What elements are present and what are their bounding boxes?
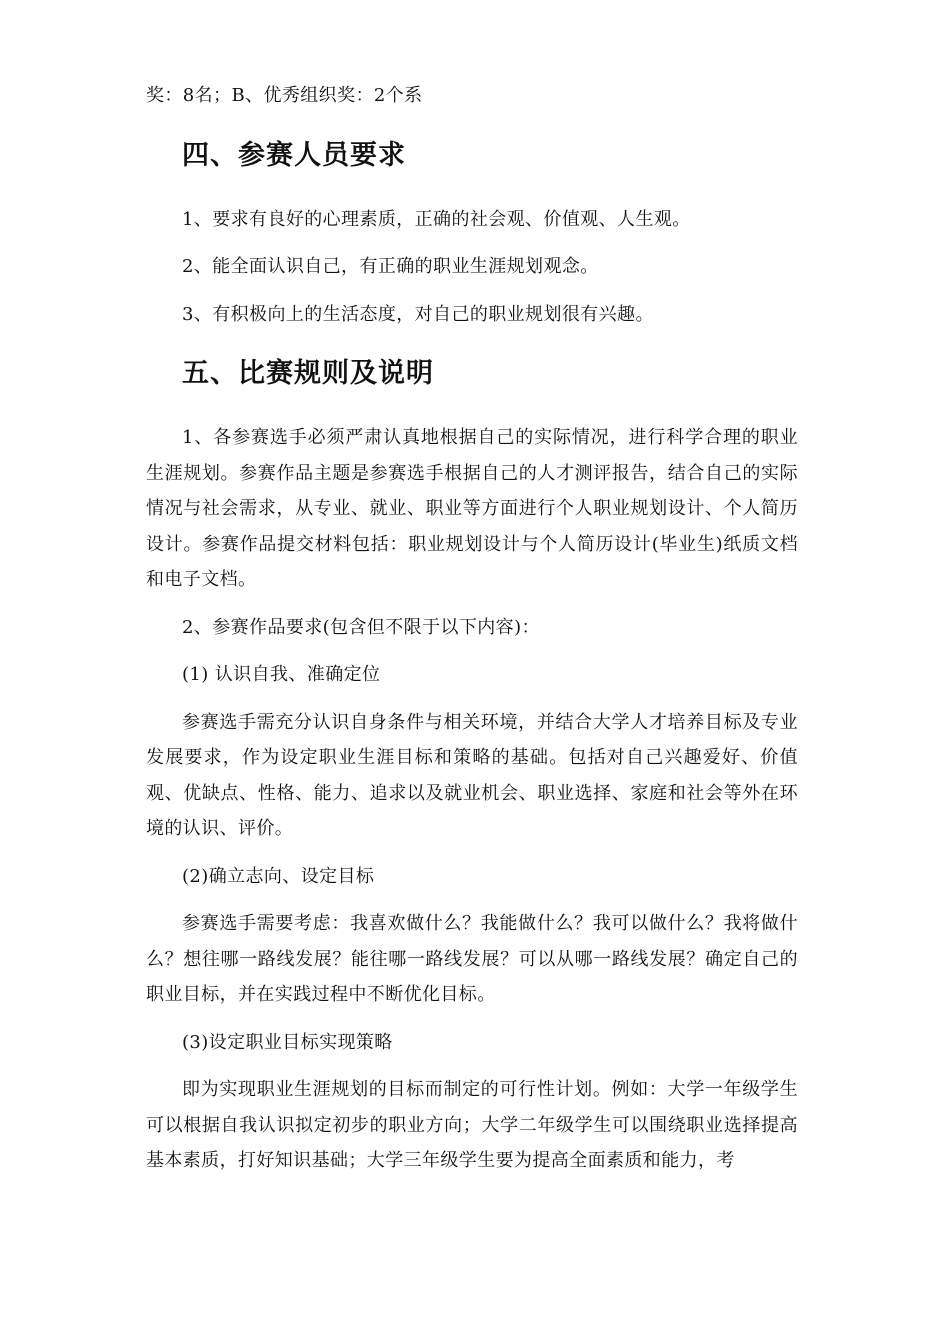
requirement-item-3: 3、有积极向上的生活态度，对自己的职业规划很有兴趣。 xyxy=(182,303,654,325)
subitem-heading-2: (2)确立志向、设定目标 xyxy=(182,865,375,887)
subitem-heading-3: (3)设定职业目标实现策略 xyxy=(182,1031,393,1053)
rule-item-1: 1、各参赛选手必须严肃认真地根据自己的实际情况，进行科学合理的职业生涯规划。参赛作品主题是参赛选手根据自己的人才测评报告，结合自己的实际情况与社会需求，从专业、就业、职业等方面进行个人职业规划设计、个人简历设计。参赛作品提交材料包括：职业规划设计与个人简历设计(毕业生)纸质文档和电子文档。 xyxy=(146,427,798,590)
requirement-item-2: 2、能全面认识自己，有正确的职业生涯规划观念。 xyxy=(182,256,599,277)
subitem-paragraph-2: 参赛选手需要考虑：我喜欢做什么？我能做什么？我可以做什么？我将做什么？想往哪一路线发展？能往哪一路线发展？可以从哪一路线发展？确定自己的职业目标，并在实践过程中不断优化目标。 xyxy=(146,913,798,1005)
section-heading-rules: 五、比赛规则及说明 xyxy=(182,358,434,389)
subitem-paragraph-1: 参赛选手需充分认识自身条件与相关环境，并结合大学人才培养目标及专业发展要求，作为设定职业生涯目标和策略的基础。包括对自己兴趣爱好、价值观、优缺点、性格、能力、追求以及就业机会、职业选择、家庭和社会等外在环境的认识、评价。 xyxy=(146,711,798,839)
continued-paragraph: 奖：8名；B、优秀组织奖：2个系 xyxy=(146,85,423,106)
section-heading-requirements: 四、参赛人员要求 xyxy=(182,139,406,171)
subitem-heading-1: (1) 认识自我、准确定位 xyxy=(182,664,381,685)
rule-item-2: 2、参赛作品要求(包含但不限于以下内容)： xyxy=(182,616,540,638)
requirement-item-1: 1、要求有良好的心理素质，正确的社会观、价值观、人生观。 xyxy=(182,208,691,230)
subitem-paragraph-3: 即为实现职业生涯规划的目标而制定的可行性计划。例如：大学一年级学生可以根据自我认识拟定初步的职业方向；大学二年级学生可以围绕职业选择提高基本素质，打好知识基础；大学三年级学生要为提高全面素质和能力，考 xyxy=(146,1079,798,1171)
